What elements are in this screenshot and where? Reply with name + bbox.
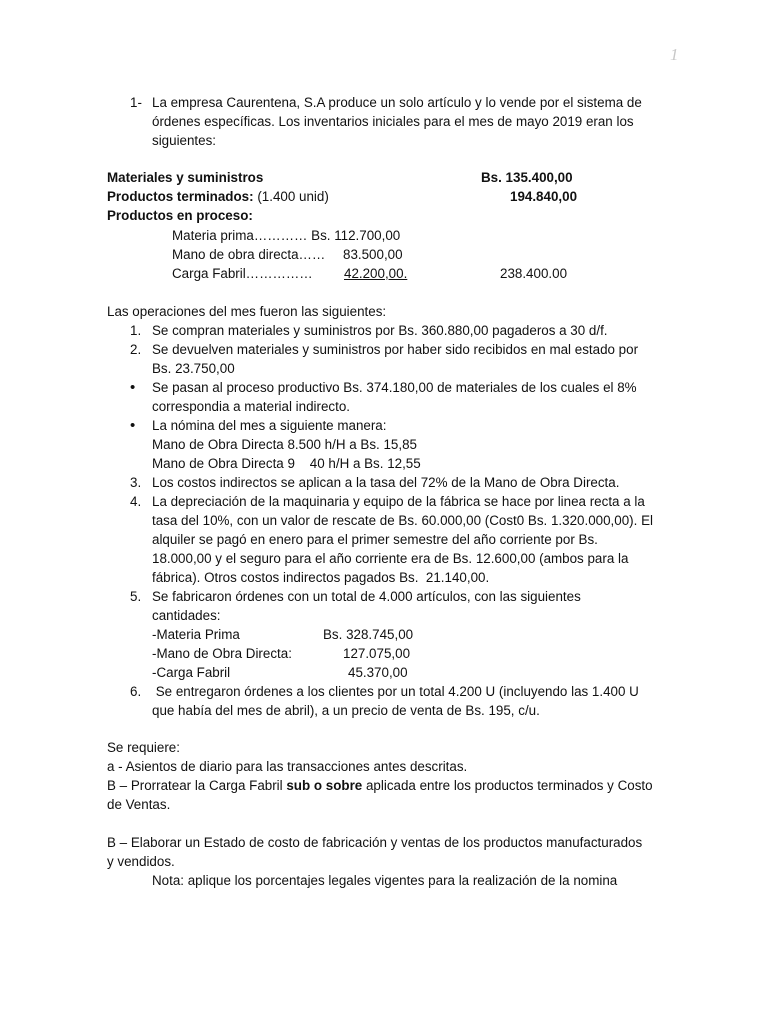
op-line: alquiler se pagó en enero para el primer semestre del año corriente por Bs.	[152, 532, 598, 547]
intro-line-3: siguientes:	[152, 133, 217, 148]
intro-line-2: órdenes específicas. Los inventarios iniciales para el mes de mayo 2019 eran los	[152, 114, 634, 129]
requirement-b1-bold: sub o sobre	[286, 778, 363, 793]
finished-units: (1.400 unid)	[257, 189, 329, 204]
fab-cf-value: 45.370,00	[348, 665, 408, 680]
fab-mod-value: 127.075,00	[343, 646, 411, 661]
op-line: La depreciación de la maquinaria y equipo de la fábrica se hace por linea recta a la	[152, 494, 645, 509]
op-marker: 4.	[130, 494, 142, 509]
page-number: 1	[670, 45, 679, 64]
op-line: fábrica). Otros costos indirectos pagados Bs. 21.140,00.	[152, 570, 490, 585]
operations-heading: Las operaciones del mes fueron las siguientes:	[107, 304, 387, 319]
op-line: Mano de Obra Directa 8.500 h/H a Bs. 15,85	[152, 437, 417, 452]
finished-label: Productos terminados:	[107, 189, 254, 204]
op-line: Se devuelven materiales y suministros por haber sido recibidos en mal estado por	[152, 342, 639, 357]
wip-label: Productos en proceso:	[107, 208, 253, 223]
materials-value: Bs. 135.400,00	[481, 170, 573, 185]
fab-mod-label: -Mano de Obra Directa:	[152, 646, 292, 661]
requirement-b1-pre: B – Prorratear la Carga Fabril	[107, 778, 287, 793]
requirement-b2-line1: B – Elaborar un Estado de costo de fabricación y ventas de los productos manufacturados	[107, 835, 643, 850]
requirement-b1-post: aplicada entre los productos terminados y Costo	[362, 778, 653, 793]
intro-number: 1-	[130, 95, 142, 110]
intro-line-1: La empresa Caurentena, S.A produce un solo artículo y lo vende por el sistema de	[152, 95, 642, 110]
op-line: La nómina del mes a siguiente manera:	[152, 418, 387, 433]
fab-mp-value: Bs. 328.745,00	[323, 627, 414, 642]
wip-direct-labor-label: Mano de obra directa……	[172, 247, 326, 262]
bullet-icon: •	[130, 417, 136, 434]
op-line: que había del mes de abril), a un precio de venta de Bs. 195, c/u.	[152, 703, 540, 718]
op-marker: 5.	[130, 589, 142, 604]
finished-value: 194.840,00	[510, 189, 578, 204]
requirements-heading: Se requiere:	[107, 740, 180, 755]
op-line: correspondia a material indirecto.	[152, 399, 350, 414]
op-line: Se entregaron órdenes a los clientes por un total 4.200 U (incluyendo las 1.400 U	[152, 684, 639, 699]
fab-mp-label: -Materia Prima	[152, 627, 240, 642]
op-line: Se compran materiales y suministros por Bs. 360.880,00 pagaderos a 30 d/f.	[152, 323, 608, 338]
requirement-b1	[107, 776, 653, 795]
bullet-icon: •	[130, 379, 136, 396]
op-line: Se pasan al proceso productivo Bs. 374.180,00 de materiales de los cuales el 8%	[152, 380, 637, 395]
op-marker: 2.	[130, 342, 142, 357]
op-marker: 6.	[130, 684, 142, 699]
op-line: Bs. 23.750,00	[152, 361, 235, 376]
op-marker: 3.	[130, 475, 142, 490]
requirement-a: a - Asientos de diario para las transacciones antes descritas.	[107, 759, 468, 774]
requirements-note: Nota: aplique los porcentajes legales vigentes para la realización de la nomina	[152, 873, 618, 888]
wip-overhead-value: 42.200,00.	[344, 266, 408, 281]
wip-direct-labor-value: 83.500,00	[343, 247, 403, 262]
op-line: Los costos indirectos se aplican a la tasa del 72% de la Mano de Obra Directa.	[152, 475, 620, 490]
op-line: Se fabricaron órdenes con un total de 4.000 artículos, con las siguientes	[152, 589, 581, 604]
materials-label: Materiales y suministros	[107, 170, 264, 185]
op-line: Mano de Obra Directa 9 40 h/H a Bs. 12,55	[152, 456, 421, 471]
finished-goods-row	[107, 187, 329, 206]
requirement-b2-line2: y vendidos.	[107, 854, 175, 869]
requirement-b1-line2: de Ventas.	[107, 797, 171, 812]
wip-total: 238.400.00	[500, 266, 568, 281]
op-line: tasa del 10%, con un valor de rescate de Bs. 60.000,00 (Cost0 Bs. 1.320.000,00). El	[152, 513, 653, 528]
fab-cf-label: -Carga Fabril	[152, 665, 231, 680]
op-marker: 1.	[130, 323, 142, 338]
wip-overhead-label: Carga Fabril……………	[172, 266, 313, 281]
wip-raw-material: Materia prima………… Bs. 112.700,00	[172, 228, 401, 243]
op-line: cantidades:	[152, 608, 221, 623]
op-line: 18.000,00 y el seguro para el año corriente era de Bs. 12.600,00 (ambos para la	[152, 551, 629, 566]
